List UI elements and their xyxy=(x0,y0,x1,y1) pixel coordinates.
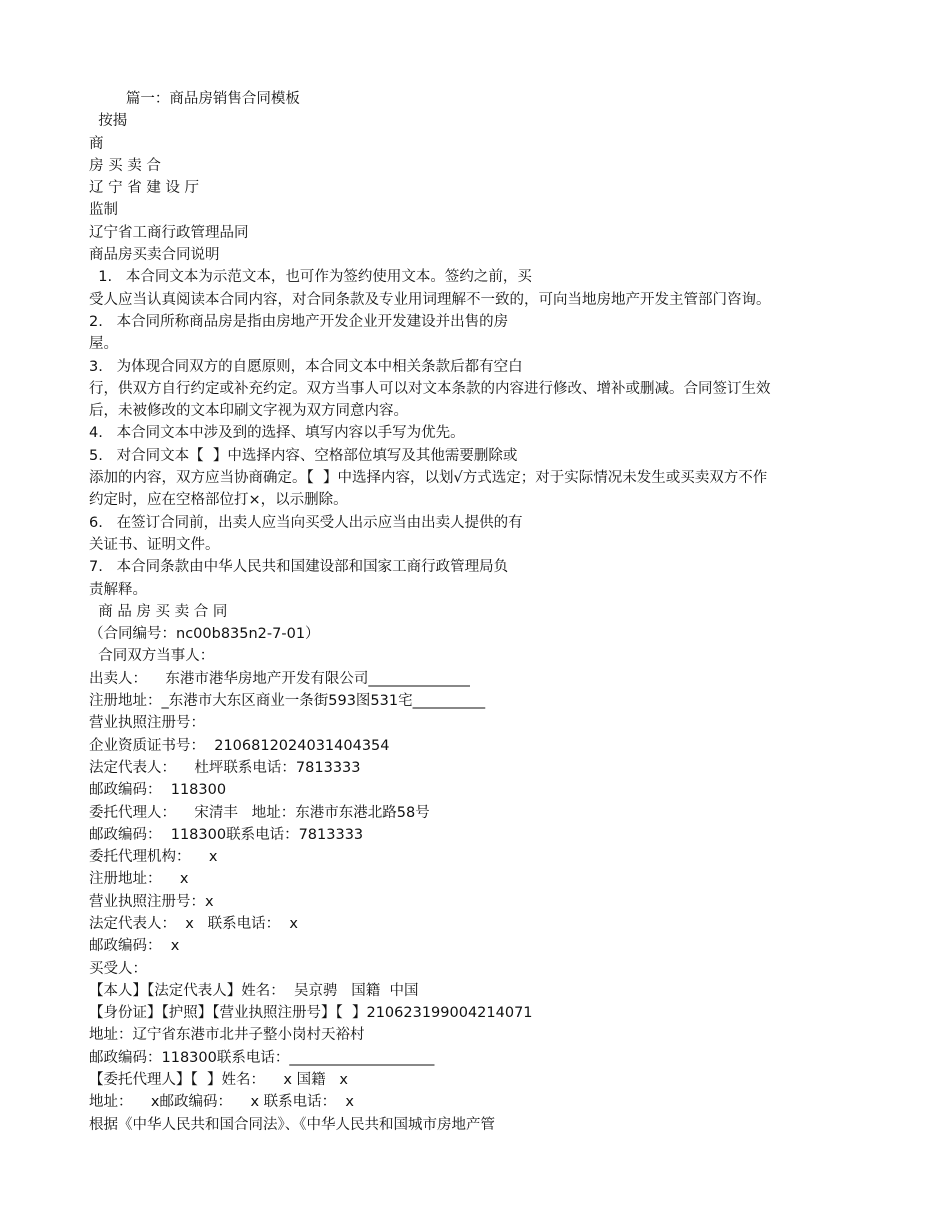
text-line: 6. 在签订合同前，出卖人应当向买受人出示应当由出卖人提供的有 xyxy=(89,514,523,531)
text-line: 添加的内容，双方应当协商确定。【 】中选择内容，以划√方式选定；对于实际情况未发生或买卖双方不作 xyxy=(89,470,768,487)
text-line: 法定代表人： x 联系电话： x xyxy=(89,915,298,932)
text-line: 屋。 xyxy=(89,336,118,353)
text-line: 根据《中华人民共和国合同法》、《中华人民共和国城市房地产管 xyxy=(89,1116,495,1133)
text-line: 行，供双方自行约定或补充约定。双方当事人可以对文本条款的内容进行修改、增补或删减。合同签订生效 xyxy=(89,380,771,397)
text-line: 地址： x邮政编码： x 联系电话： x xyxy=(89,1094,354,1111)
text-line: 营业执照注册号：x xyxy=(89,893,214,910)
text-line: 辽宁省工商行政管理品同 xyxy=(89,224,249,241)
text-line: 邮政编码： 118300 xyxy=(89,782,227,799)
text-line: 房 买 卖 合 xyxy=(89,157,161,174)
text-line: 受人应当认真阅读本合同内容，对合同条款及专业用词理解不一致的，可向当地房地产开发主管部门咨询。 xyxy=(89,291,771,308)
text-line: 3. 为体现合同双方的自愿原则，本合同文本中相关条款后都有空白 xyxy=(89,358,523,375)
text-line: 委托代理机构： x xyxy=(89,849,218,866)
text-line: 2. 本合同所称商品房是指由房地产开发企业开发建设并出售的房 xyxy=(89,313,509,330)
text-line: 营业执照注册号： xyxy=(89,715,205,732)
text-line: 注册地址： x xyxy=(89,871,189,888)
contract-number: （合同编号：nc00b835n2-7-01） xyxy=(89,626,320,643)
document-heading: 篇一：商品房销售合同模板 xyxy=(89,91,300,107)
text-line: 企业资质证书号： 2106812024031404354 xyxy=(89,737,390,754)
text-line: 4. 本合同文本中涉及到的选择、填写内容以手写为优先。 xyxy=(89,425,465,442)
buyer-line: 买受人： xyxy=(89,960,147,977)
text-line: 按揭 xyxy=(89,113,128,130)
text-line: 责解释。 xyxy=(89,581,147,598)
text-line: 关证书、证明文件。 xyxy=(89,536,220,553)
text-line: 商 xyxy=(89,135,104,152)
document-body xyxy=(89,88,869,1136)
text-line: 注册地址：_东港市大东区商业一条街593图531宅__________ xyxy=(89,693,486,710)
text-line: 【委托代理人】【 】姓名： x 国籍 x xyxy=(89,1072,349,1089)
text-line: 邮政编码： x xyxy=(89,938,180,955)
text-line: 7. 本合同条款由中华人民共和国建设部和国家工商行政管理局负 xyxy=(89,559,509,576)
text-line: 邮政编码：118300联系电话：____________________ xyxy=(89,1049,435,1066)
text-line: 委托代理人： 宋清丰 地址：东港市东港北路58号 xyxy=(89,804,430,821)
text-line: 【本人】【法定代表人】姓名： 吴京骋 国籍 中国 xyxy=(89,982,419,999)
section-title: 商品房买卖合同说明 xyxy=(89,247,220,264)
text-line: 1. 本合同文本为示范文本，也可作为签约使用文本。签约之前，买 xyxy=(89,269,532,286)
text-line: 监制 xyxy=(89,202,118,219)
text-line: 合同双方当事人： xyxy=(89,648,215,665)
text-line: 地址：辽宁省东港市北井子整小岗村天裕村 xyxy=(89,1027,365,1044)
text-line: 辽 宁 省 建 设 厅 xyxy=(89,180,200,197)
text-line: 邮政编码： 118300联系电话：7813333 xyxy=(89,826,364,843)
seller-line: 出卖人： 东港市港华房地产开发有限公司______________ xyxy=(89,670,470,687)
contract-title: 商 品 房 买 卖 合 同 xyxy=(89,603,228,620)
text-line: 法定代表人： 杜坪联系电话：7813333 xyxy=(89,759,361,776)
text-line: 【身份证】【护照】【营业执照注册号】【 】210623199004214071 xyxy=(89,1005,533,1022)
text-line: 5. 对合同文本【 】中选择内容、空格部位填写及其他需要删除或 xyxy=(89,447,518,464)
text-line: 后，未被修改的文本印刷文字视为双方同意内容。 xyxy=(89,403,408,420)
text-line: 约定时，应在空格部位打×，以示删除。 xyxy=(89,492,348,509)
